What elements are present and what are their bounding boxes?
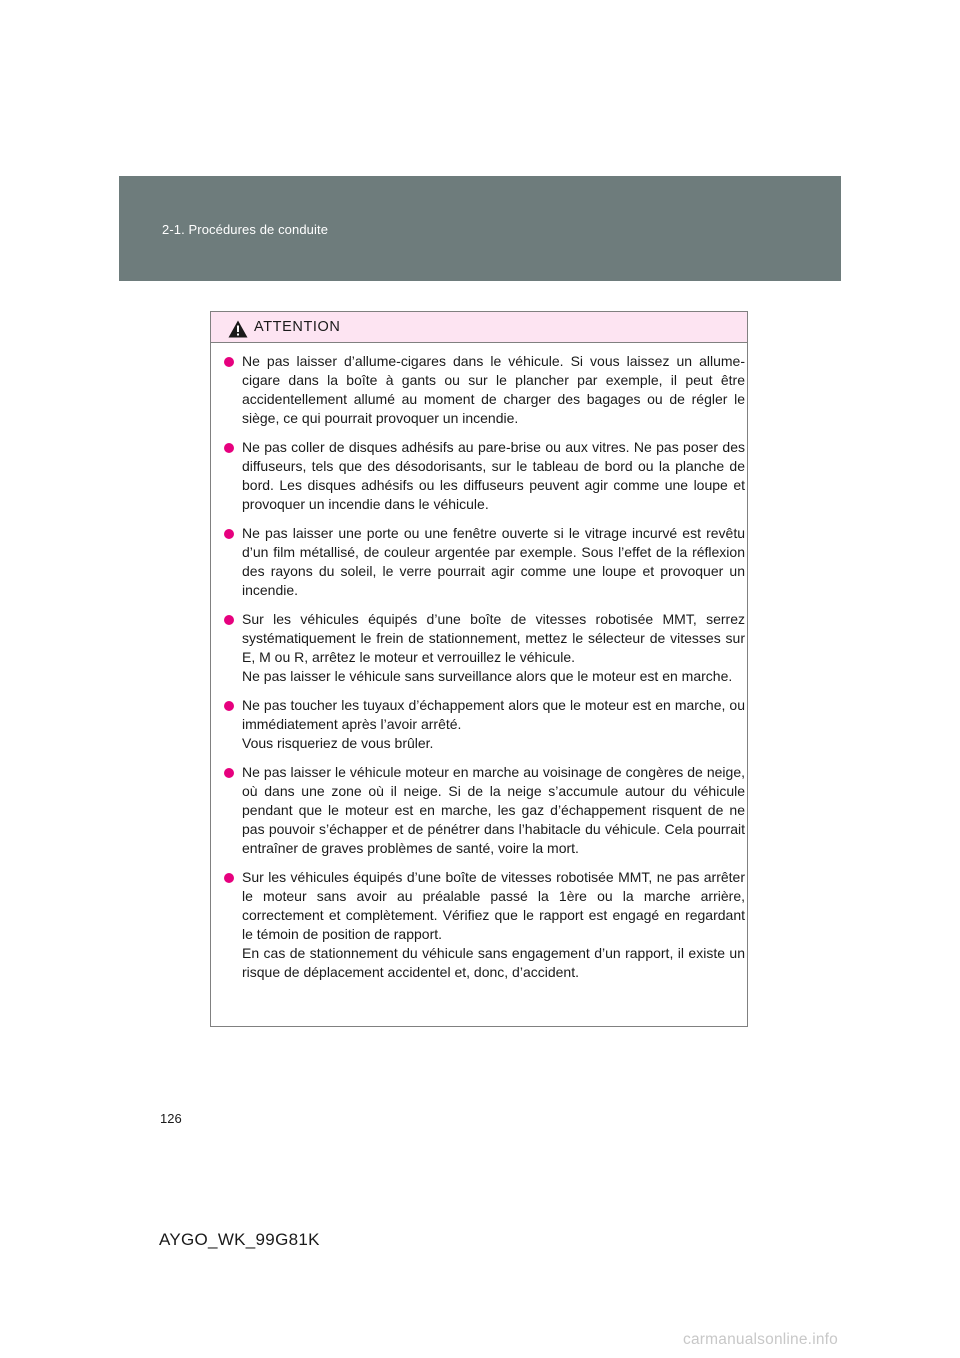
list-item [224,868,745,982]
list-item [224,352,745,428]
list-item [224,438,745,514]
warning-header [211,312,747,343]
warning-list [224,352,745,992]
bullet-icon [224,701,234,711]
bullet-icon [224,768,234,778]
bullet-icon [224,615,234,625]
bullet-icon [224,873,234,883]
bullet-icon [224,443,234,453]
warning-triangle-icon [228,320,248,338]
warning-item-text: Ne pas laisser le véhicule moteur en marche au voisinage de congères de neige, où dans une zone où il neige. Si de la neige s’accumule autour du véhicule pendant que le moteur est en marche, les gaz d’échappement risquent de ne pas pouvoir s’échapper et de pénétrer dans l’habitacle du véhicule. Cela pourrait entraîner de graves problèmes de santé, voire la mort. [242,764,745,856]
bullet-icon [224,529,234,539]
page-number: 126 [160,1111,182,1126]
list-item [224,610,745,686]
list-item [224,524,745,600]
section-header-band [119,176,841,281]
section-title: 2-1. Procédures de conduite [162,222,329,237]
warning-box [210,311,748,1027]
document-code: AYGO_WK_99G81K [159,1230,320,1249]
list-item [224,763,745,858]
watermark: carmanualsonline.info [683,1331,838,1348]
warning-item-text: Sur les véhicules équipés d’une boîte de vitesses robotisée MMT, ne pas arrêter le moteur sans avoir au préalable passé la 1ère ou la marche arrière, correctement et complètement. Vérifiez que le rapport est engagé en regardant le témoin de position de rapport. En cas de stationnement du véhicule sans engagement d’un rapport, il existe un risque de déplacement accidentel et, donc, d’accident. [242,869,745,980]
list-item [224,696,745,753]
warning-item-text: Sur les véhicules équipés d’une boîte de vitesses robotisée MMT, serrez systématiquement le frein de stationnement, mettez le sélecteur de vitesses sur E, M ou R, arrêtez le moteur et verrouillez le véhicule. Ne pas laisser le véhicule sans surveillance alors que le moteur est en marche. [242,611,745,684]
warning-item-text: Ne pas coller de disques adhésifs au pare-brise ou aux vitres. Ne pas poser des diffuseurs, tels que des désodorisants, sur le tableau de bord ou la planche de bord. Les disques adhésifs ou les diffuseurs peuvent agir comme une loupe et provoquer un incendie dans le véhicule. [242,439,745,512]
warning-item-text: Ne pas toucher les tuyaux d’échappement alors que le moteur est en marche, ou immédiatement après l’avoir arrêté. Vous risqueriez de vous brûler. [242,697,745,751]
bullet-icon [224,357,234,367]
warning-item-text: Ne pas laisser d’allume-cigares dans le véhicule. Si vous laissez un allume-cigare dans la boîte à gants ou sur le plancher par exemple, il peut être accidentellement allumé au moment de charger des bagages ou de régler le siège, ce qui pourrait provoquer un incendie. [242,353,745,426]
warning-item-text: Ne pas laisser une porte ou une fenêtre ouverte si le vitrage incurvé est revêtu d’un film métallisé, de couleur argentée par exemple. Sous l’effet de la réflexion des rayons du soleil, le verre pourrait agir comme une loupe et provoquer un incendie. [242,525,745,598]
warning-title: ATTENTION [254,319,341,335]
